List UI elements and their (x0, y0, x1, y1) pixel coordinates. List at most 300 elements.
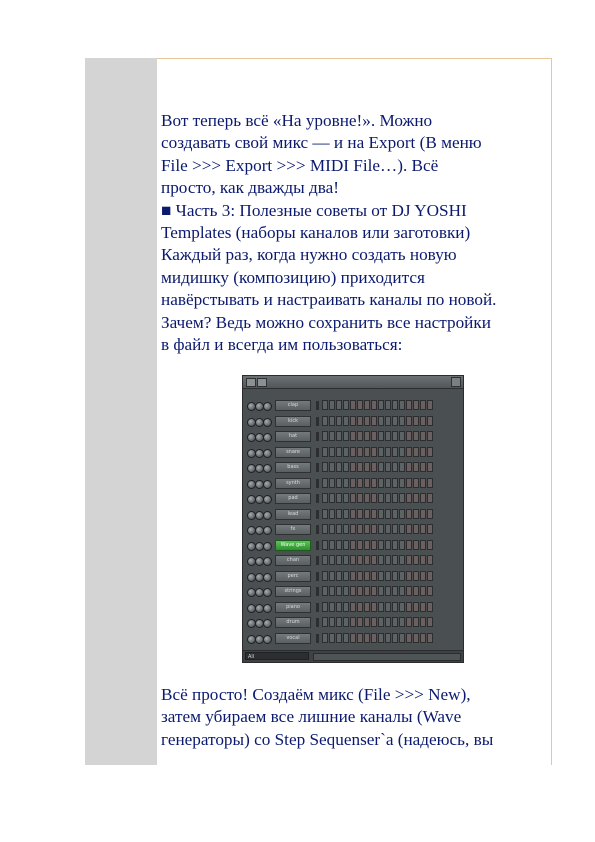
step-button[interactable] (427, 540, 433, 550)
step-button[interactable] (420, 493, 426, 503)
step-button[interactable] (329, 602, 335, 612)
step-button[interactable] (364, 509, 370, 519)
step-button[interactable] (336, 431, 342, 441)
step-button[interactable] (357, 571, 363, 581)
channel-button[interactable]: synth (275, 478, 311, 489)
step-button[interactable] (350, 478, 356, 488)
step-button[interactable] (322, 555, 328, 565)
step-button[interactable] (413, 478, 419, 488)
step-button[interactable] (406, 586, 412, 596)
step-button[interactable] (385, 524, 391, 534)
step-button[interactable] (392, 602, 398, 612)
step-button[interactable] (385, 447, 391, 457)
step-button[interactable] (336, 633, 342, 643)
channel-button[interactable]: fx (275, 524, 311, 535)
step-button[interactable] (322, 400, 328, 410)
knob-icon[interactable] (263, 418, 272, 427)
step-button[interactable] (364, 540, 370, 550)
step-button[interactable] (420, 431, 426, 441)
step-button[interactable] (336, 617, 342, 627)
step-button[interactable] (350, 493, 356, 503)
step-button[interactable] (420, 509, 426, 519)
step-button[interactable] (329, 617, 335, 627)
knob-icon[interactable] (263, 588, 272, 597)
step-button[interactable] (350, 617, 356, 627)
channel-button[interactable]: chan (275, 555, 311, 566)
channel-button[interactable]: vocal (275, 633, 311, 644)
step-button[interactable] (427, 524, 433, 534)
knob-icon[interactable] (263, 557, 272, 566)
step-button[interactable] (371, 447, 377, 457)
step-button[interactable] (392, 493, 398, 503)
step-button[interactable] (357, 478, 363, 488)
step-button[interactable] (392, 478, 398, 488)
step-button[interactable] (427, 493, 433, 503)
step-button[interactable] (336, 555, 342, 565)
step-button[interactable] (350, 447, 356, 457)
step-button[interactable] (357, 602, 363, 612)
step-button[interactable] (406, 602, 412, 612)
step-button[interactable] (329, 633, 335, 643)
step-button[interactable] (371, 617, 377, 627)
step-button[interactable] (420, 571, 426, 581)
step-button[interactable] (420, 416, 426, 426)
step-button[interactable] (413, 462, 419, 472)
step-button[interactable] (378, 400, 384, 410)
step-button[interactable] (371, 633, 377, 643)
step-button[interactable] (413, 617, 419, 627)
step-button[interactable] (371, 400, 377, 410)
step-button[interactable] (427, 617, 433, 627)
step-button[interactable] (343, 540, 349, 550)
step-button[interactable] (420, 633, 426, 643)
channel-button[interactable]: hat (275, 431, 311, 442)
channel-row (247, 633, 461, 646)
knob-icon[interactable] (263, 464, 272, 473)
step-button[interactable] (399, 416, 405, 426)
step-button[interactable] (343, 617, 349, 627)
step-button[interactable] (399, 602, 405, 612)
step-button[interactable] (413, 416, 419, 426)
step-button[interactable] (357, 493, 363, 503)
knob-icon[interactable] (263, 573, 272, 582)
step-button[interactable] (336, 416, 342, 426)
channel-button[interactable]: kick (275, 416, 311, 427)
step-button[interactable] (322, 447, 328, 457)
step-button[interactable] (413, 633, 419, 643)
step-button[interactable] (378, 447, 384, 457)
step-button[interactable] (371, 586, 377, 596)
channel-button[interactable]: snare (275, 447, 311, 458)
step-button[interactable] (399, 400, 405, 410)
step-button[interactable] (427, 509, 433, 519)
step-button[interactable] (427, 571, 433, 581)
knob-icon[interactable] (263, 480, 272, 489)
step-button[interactable] (329, 540, 335, 550)
step-button[interactable] (371, 555, 377, 565)
step-button[interactable] (329, 447, 335, 457)
step-button[interactable] (343, 431, 349, 441)
step-button[interactable] (322, 431, 328, 441)
step-button[interactable] (420, 447, 426, 457)
knob-icon[interactable] (263, 495, 272, 504)
step-button[interactable] (392, 633, 398, 643)
step-button[interactable] (350, 633, 356, 643)
step-button[interactable] (385, 571, 391, 581)
step-button[interactable] (399, 555, 405, 565)
scroll-bar[interactable] (313, 653, 461, 661)
step-button[interactable] (385, 400, 391, 410)
step-button[interactable] (329, 462, 335, 472)
step-button[interactable] (399, 462, 405, 472)
step-button[interactable] (392, 400, 398, 410)
step-button[interactable] (420, 400, 426, 410)
step-button[interactable] (406, 478, 412, 488)
step-button[interactable] (364, 633, 370, 643)
knob-icon[interactable] (263, 635, 272, 644)
step-button[interactable] (378, 633, 384, 643)
step-button[interactable] (322, 462, 328, 472)
step-button[interactable] (357, 586, 363, 596)
step-button[interactable] (322, 540, 328, 550)
step-button[interactable] (378, 462, 384, 472)
step-button[interactable] (413, 509, 419, 519)
step-button[interactable] (343, 586, 349, 596)
step-button[interactable] (343, 416, 349, 426)
step-button[interactable] (378, 431, 384, 441)
step-button[interactable] (350, 540, 356, 550)
knob-icon[interactable] (263, 619, 272, 628)
step-button[interactable] (392, 524, 398, 534)
channel-button[interactable]: lead (275, 509, 311, 520)
step-button[interactable] (399, 509, 405, 519)
step-button[interactable] (385, 555, 391, 565)
step-button[interactable] (406, 416, 412, 426)
step-button[interactable] (336, 586, 342, 596)
step-button[interactable] (336, 400, 342, 410)
step-button[interactable] (336, 478, 342, 488)
step-grid (322, 493, 433, 504)
step-button[interactable] (322, 493, 328, 503)
step-button[interactable] (336, 462, 342, 472)
step-button[interactable] (406, 431, 412, 441)
step-button[interactable] (399, 478, 405, 488)
step-button[interactable] (406, 524, 412, 534)
channel-button[interactable]: piano (275, 602, 311, 613)
step-button[interactable] (392, 416, 398, 426)
step-button[interactable] (350, 524, 356, 534)
step-button[interactable] (371, 571, 377, 581)
step-button[interactable] (378, 602, 384, 612)
step-button[interactable] (336, 509, 342, 519)
channel-filter-field[interactable]: All (245, 652, 309, 660)
step-button[interactable] (392, 509, 398, 519)
channel-button[interactable]: clap (275, 400, 311, 411)
step-button[interactable] (329, 493, 335, 503)
step-button[interactable] (413, 447, 419, 457)
channel-button[interactable]: drum (275, 617, 311, 628)
step-button[interactable] (392, 462, 398, 472)
step-button[interactable] (357, 431, 363, 441)
step-button[interactable] (427, 602, 433, 612)
step-button[interactable] (399, 586, 405, 596)
step-button[interactable] (343, 400, 349, 410)
step-button[interactable] (350, 586, 356, 596)
step-button[interactable] (413, 555, 419, 565)
step-button[interactable] (378, 416, 384, 426)
step-button[interactable] (427, 555, 433, 565)
step-button[interactable] (343, 602, 349, 612)
step-button[interactable] (322, 509, 328, 519)
knob-icon[interactable] (263, 526, 272, 535)
step-button[interactable] (420, 555, 426, 565)
step-button[interactable] (378, 478, 384, 488)
step-button[interactable] (378, 524, 384, 534)
step-button[interactable] (392, 447, 398, 457)
channel-row (247, 462, 461, 475)
step-button[interactable] (350, 416, 356, 426)
knob-icon[interactable] (263, 542, 272, 551)
step-button[interactable] (392, 571, 398, 581)
step-button[interactable] (399, 617, 405, 627)
step-button[interactable] (329, 524, 335, 534)
step-button[interactable] (427, 633, 433, 643)
channel-button[interactable]: bass (275, 462, 311, 473)
step-button[interactable] (413, 493, 419, 503)
step-button[interactable] (364, 493, 370, 503)
step-button[interactable] (427, 447, 433, 457)
step-button[interactable] (343, 509, 349, 519)
channel-button[interactable]: strings (275, 586, 311, 597)
step-button[interactable] (413, 431, 419, 441)
step-button[interactable] (413, 540, 419, 550)
step-button[interactable] (399, 447, 405, 457)
step-button[interactable] (357, 416, 363, 426)
step-button[interactable] (350, 571, 356, 581)
step-button[interactable] (350, 431, 356, 441)
step-button[interactable] (385, 633, 391, 643)
step-button[interactable] (343, 555, 349, 565)
step-button[interactable] (322, 602, 328, 612)
step-button[interactable] (371, 493, 377, 503)
paragraph-1 (161, 110, 553, 356)
step-button[interactable] (427, 586, 433, 596)
step-button[interactable] (357, 555, 363, 565)
step-button[interactable] (364, 617, 370, 627)
step-button[interactable] (406, 447, 412, 457)
step-button[interactable] (357, 540, 363, 550)
step-button[interactable] (427, 400, 433, 410)
step-button[interactable] (413, 586, 419, 596)
channel-button[interactable]: pad (275, 493, 311, 504)
step-button[interactable] (406, 400, 412, 410)
menu-icon[interactable] (246, 378, 256, 387)
step-button[interactable] (385, 462, 391, 472)
step-button[interactable] (343, 633, 349, 643)
step-button[interactable] (406, 493, 412, 503)
step-button[interactable] (322, 416, 328, 426)
step-button[interactable] (364, 571, 370, 581)
step-button[interactable] (406, 462, 412, 472)
step-button[interactable] (336, 540, 342, 550)
step-button[interactable] (378, 509, 384, 519)
step-button[interactable] (385, 586, 391, 596)
step-button[interactable] (322, 571, 328, 581)
step-button[interactable] (329, 478, 335, 488)
step-button[interactable] (329, 431, 335, 441)
step-button[interactable] (378, 571, 384, 581)
step-button[interactable] (406, 509, 412, 519)
knob-icon[interactable] (263, 604, 272, 613)
step-button[interactable] (357, 447, 363, 457)
knob-icon[interactable] (263, 433, 272, 442)
step-button[interactable] (371, 431, 377, 441)
step-button[interactable] (357, 509, 363, 519)
sequencer-footer (243, 650, 463, 662)
step-button[interactable] (329, 571, 335, 581)
step-button[interactable] (350, 509, 356, 519)
step-button[interactable] (392, 431, 398, 441)
channel-button[interactable]: perc (275, 571, 311, 582)
step-button[interactable] (378, 617, 384, 627)
step-button[interactable] (322, 617, 328, 627)
step-button[interactable] (392, 586, 398, 596)
step-button[interactable] (343, 462, 349, 472)
step-button[interactable] (385, 617, 391, 627)
step-button[interactable] (336, 571, 342, 581)
step-button[interactable] (406, 633, 412, 643)
step-button[interactable] (420, 617, 426, 627)
step-button[interactable] (350, 555, 356, 565)
step-button[interactable] (399, 493, 405, 503)
step-button[interactable] (322, 524, 328, 534)
step-button[interactable] (336, 602, 342, 612)
step-button[interactable] (385, 493, 391, 503)
step-button[interactable] (364, 447, 370, 457)
step-button[interactable] (336, 524, 342, 534)
channel-button[interactable]: Wave gen (275, 540, 311, 551)
step-button[interactable] (399, 524, 405, 534)
step-button[interactable] (371, 478, 377, 488)
step-button[interactable] (420, 540, 426, 550)
step-button[interactable] (385, 540, 391, 550)
step-button[interactable] (392, 540, 398, 550)
step-button[interactable] (336, 493, 342, 503)
step-button[interactable] (343, 478, 349, 488)
step-button[interactable] (385, 431, 391, 441)
step-button[interactable] (350, 400, 356, 410)
knob-icon[interactable] (263, 449, 272, 458)
step-button[interactable] (406, 555, 412, 565)
step-button[interactable] (350, 602, 356, 612)
step-button[interactable] (357, 633, 363, 643)
step-button[interactable] (343, 447, 349, 457)
step-button[interactable] (364, 462, 370, 472)
step-button[interactable] (392, 617, 398, 627)
step-button[interactable] (371, 602, 377, 612)
step-button[interactable] (343, 524, 349, 534)
step-button[interactable] (357, 524, 363, 534)
step-button[interactable] (336, 447, 342, 457)
step-button[interactable] (357, 400, 363, 410)
step-button[interactable] (385, 509, 391, 519)
step-button[interactable] (420, 602, 426, 612)
step-button[interactable] (378, 493, 384, 503)
step-button[interactable] (322, 586, 328, 596)
step-button[interactable] (427, 478, 433, 488)
knob-icon[interactable] (263, 402, 272, 411)
step-button[interactable] (364, 478, 370, 488)
step-button[interactable] (385, 478, 391, 488)
step-button[interactable] (329, 555, 335, 565)
step-button[interactable] (343, 571, 349, 581)
step-button[interactable] (392, 555, 398, 565)
step-button[interactable] (427, 431, 433, 441)
step-button[interactable] (357, 617, 363, 627)
step-button[interactable] (378, 540, 384, 550)
step-button[interactable] (385, 602, 391, 612)
step-button[interactable] (420, 462, 426, 472)
step-button[interactable] (364, 400, 370, 410)
step-button[interactable] (357, 462, 363, 472)
step-button[interactable] (364, 431, 370, 441)
step-button[interactable] (371, 416, 377, 426)
step-button[interactable] (413, 524, 419, 534)
step-button[interactable] (427, 462, 433, 472)
step-button[interactable] (371, 509, 377, 519)
step-button[interactable] (371, 540, 377, 550)
step-button[interactable] (329, 416, 335, 426)
step-button[interactable] (371, 462, 377, 472)
step-button[interactable] (413, 571, 419, 581)
window-icon[interactable] (257, 378, 267, 387)
step-button[interactable] (378, 586, 384, 596)
step-button[interactable] (329, 509, 335, 519)
step-button[interactable] (427, 416, 433, 426)
step-button[interactable] (329, 586, 335, 596)
knob-icon[interactable] (263, 511, 272, 520)
step-button[interactable] (364, 524, 370, 534)
step-button[interactable] (413, 400, 419, 410)
step-button[interactable] (364, 586, 370, 596)
step-button[interactable] (406, 540, 412, 550)
step-button[interactable] (413, 602, 419, 612)
step-button[interactable] (378, 555, 384, 565)
step-button[interactable] (406, 617, 412, 627)
text-line: Зачем? Ведь можно сохранить все настройки (161, 312, 491, 332)
step-button[interactable] (343, 493, 349, 503)
step-button[interactable] (364, 555, 370, 565)
text-line: навёрстывать и настраивать каналы по новой. (161, 290, 497, 310)
step-button[interactable] (399, 571, 405, 581)
step-button[interactable] (399, 540, 405, 550)
step-button[interactable] (420, 478, 426, 488)
step-button[interactable] (364, 602, 370, 612)
step-button[interactable] (385, 416, 391, 426)
step-button[interactable] (364, 416, 370, 426)
step-button[interactable] (399, 431, 405, 441)
step-button[interactable] (420, 586, 426, 596)
step-button[interactable] (322, 478, 328, 488)
step-button[interactable] (350, 462, 356, 472)
step-button[interactable] (406, 571, 412, 581)
step-button[interactable] (322, 633, 328, 643)
step-button[interactable] (420, 524, 426, 534)
step-button[interactable] (329, 400, 335, 410)
close-icon[interactable] (451, 377, 461, 387)
step-button[interactable] (371, 524, 377, 534)
step-button[interactable] (399, 633, 405, 643)
